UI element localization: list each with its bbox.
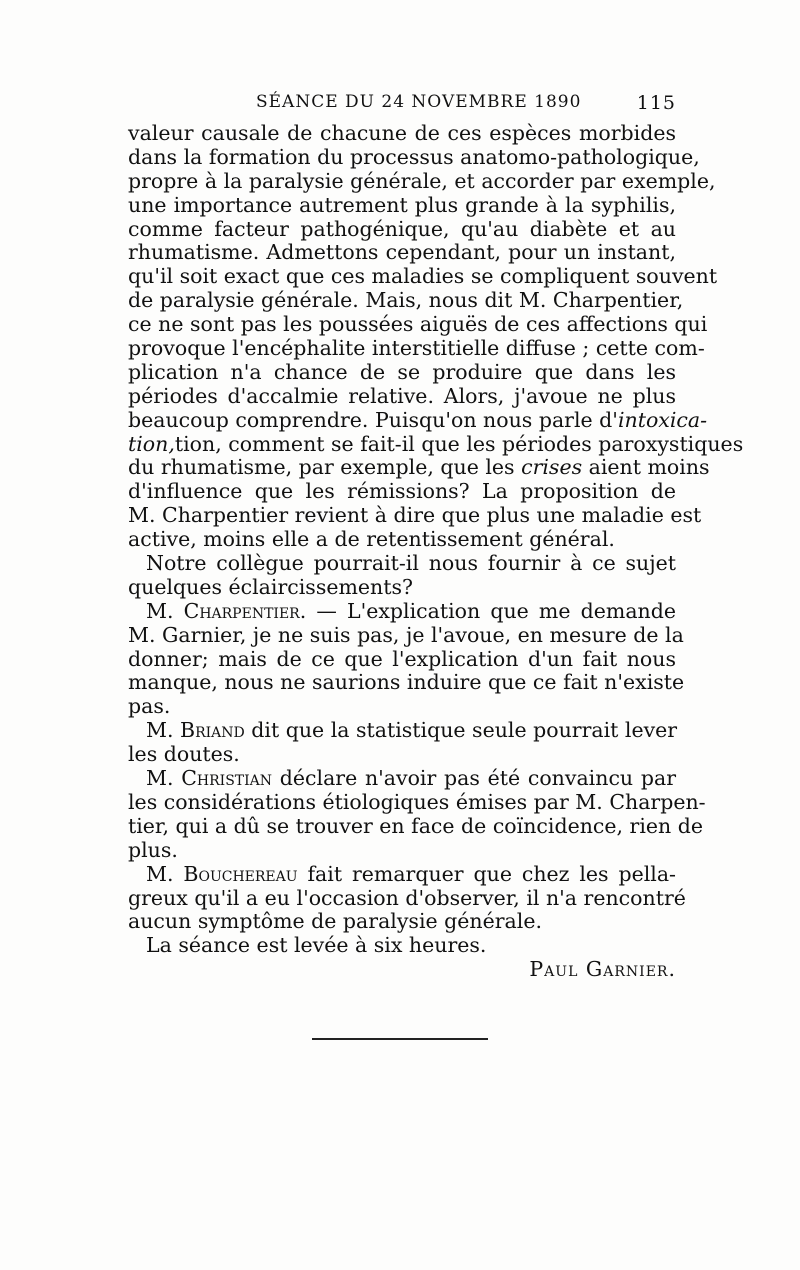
text-line: manque, nous ne saurions induire que ce fait n'existe: [128, 670, 685, 695]
text-line: de paralysie générale. Mais, nous dit M. Charpentier,: [128, 288, 684, 313]
italic-term: crises: [521, 455, 583, 480]
text-line: M. Charpentier revient à dire que plus une maladie est: [128, 503, 702, 528]
text-line: donner; mais de ce que l'explication d'un fait nous: [128, 646, 676, 671]
text-line: comme facteur pathogénique, qu'au diabète et au: [128, 216, 676, 241]
body-text: [128, 121, 744, 982]
end-rule-divider: [312, 1038, 488, 1040]
signature: Paul Garnier.: [529, 957, 676, 982]
speaker-name: Bouchereau: [183, 861, 298, 886]
text-line: [128, 767, 676, 791]
speaker-name: Christian: [181, 766, 273, 791]
text-segment: du rhumatisme, par exemple, que les: [128, 455, 522, 480]
speaker-name: Briand: [180, 718, 245, 743]
text-line: provoque l'encéphalite interstitielle diffuse ; cette com-: [128, 336, 705, 361]
text-segment: aient moins: [582, 455, 710, 480]
text-line: plus.: [128, 837, 178, 862]
text-segment: M.: [146, 766, 182, 791]
text-line: active, moins elle a de retentissement général.: [128, 527, 615, 552]
text-line: pas.: [128, 694, 171, 719]
closing-line: La séance est levée à six heures.: [146, 933, 487, 958]
text-segment: fait remarquer que chez les pella-: [297, 861, 676, 886]
text-line: aucun symptôme de paralysie générale.: [128, 909, 542, 934]
speaker-name: M. Charpentier.: [146, 598, 307, 623]
text-line: Notre collègue pourrait-il nous fournir à ce sujet: [146, 551, 676, 576]
text-segment: M.: [146, 861, 184, 886]
text-line: qu'il soit exact que ces maladies se compliquent souvent: [128, 264, 718, 289]
text-line: les doutes.: [128, 742, 240, 767]
text-segment: tion, comment se fait-il que les périodes paroxystiques: [174, 431, 744, 456]
text-segment: beaucoup comprendre. Puisqu'on nous parle d': [128, 407, 618, 432]
text-segment: — L'explication que me demande: [306, 598, 676, 623]
text-line: périodes d'accalmie relative. Alors, j'avoue ne plus: [128, 383, 676, 408]
text-line: [128, 863, 676, 887]
text-line: ce ne sont pas les poussées aiguës de ces affections qui: [128, 312, 708, 337]
text-line: rhumatisme. Admettons cependant, pour un instant,: [128, 240, 676, 265]
running-title: SÉANCE DU 24 NOVEMBRE 1890: [256, 92, 582, 112]
italic-term: intoxica-: [617, 407, 708, 432]
page-number: 115: [636, 92, 676, 114]
text-line: [128, 407, 708, 433]
text-line: valeur causale de chacune de ces espèces morbides: [128, 121, 676, 145]
text-line: [128, 455, 710, 480]
text-line: [128, 600, 676, 624]
text-line: propre à la paralysie générale, et accorder par exemple,: [128, 168, 716, 193]
italic-term: tion,: [128, 431, 175, 456]
text-segment: déclare n'avoir pas été convaincu par: [272, 766, 676, 791]
text-line: M. Garnier, je ne suis pas, je l'avoue, en mesure de la: [128, 622, 684, 647]
text-line: quelques éclaircissements?: [128, 574, 413, 599]
text-segment: M.: [146, 718, 181, 743]
text-line: [128, 431, 744, 457]
text-line: [128, 719, 676, 743]
text-line: d'influence que les rémissions? La proposition de: [128, 479, 676, 504]
text-line: une importance autrement plus grande à la syphilis,: [128, 192, 676, 217]
text-line: plication n'a chance de se produire que dans les: [128, 359, 676, 384]
signature-line: [128, 958, 676, 982]
text-line: greux qu'il a eu l'occasion d'observer, il n'a rencontré: [128, 885, 686, 910]
text-line: dans la formation du processus anatomo-pathologique,: [128, 144, 700, 169]
running-header: [128, 92, 676, 118]
text-line: les considérations étiologiques émises par M. Charpen-: [128, 789, 706, 814]
text-segment: dit que la statistique seule pourrait lever: [244, 718, 678, 743]
text-line: tier, qui a dû se trouver en face de coïncidence, rien de: [128, 813, 704, 838]
